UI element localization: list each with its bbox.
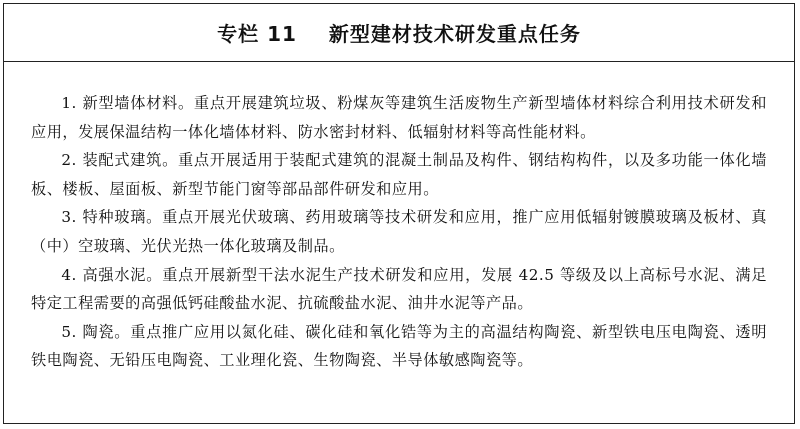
item-high-strength-cement: 4. 高强水泥。重点开展新型干法水泥生产技术研发和应用，发展 42.5 等级及以上高标号水泥、满足特定工程需要的高强低钙硅酸盐水泥、抗硫酸盐水泥、油井水泥等产品。	[31, 265, 767, 313]
column-content	[4, 62, 794, 375]
column-title: 专栏 11 新型建材技术研发重点任务	[217, 22, 581, 46]
item-prefabricated-building: 2. 装配式建筑。重点开展适用于装配式建筑的混凝土制品及构件、钢结构构件，以及多功能一体化墙板、楼板、屋面板、新型节能门窗等部品部件研发和应用。	[31, 151, 767, 198]
item-special-glass: 3. 特种玻璃。重点开展光伏玻璃、药用玻璃等技术研发和应用，推广应用低辐射镀膜玻璃及板材、真（中）空玻璃、光伏光热一体化玻璃及制品。	[31, 208, 767, 255]
item-ceramics: 5. 陶瓷。重点推广应用以氮化硅、碳化硅和氧化锆等为主的高温结构陶瓷、新型铁电压电陶瓷、透明铁电陶瓷、无铅压电陶瓷、工业理化瓷、生物陶瓷、半导体敏感陶瓷等。	[31, 322, 767, 370]
column-header	[4, 4, 794, 62]
column-box	[3, 3, 795, 424]
item-new-wall-materials: 1. 新型墙体材料。重点开展建筑垃圾、粉煤灰等建筑生活废物生产新型墙体材料综合利用技术研发和应用，发展保温结构一体化墙体材料、防水密封材料、低辐射材料等高性能材料。	[31, 94, 767, 141]
